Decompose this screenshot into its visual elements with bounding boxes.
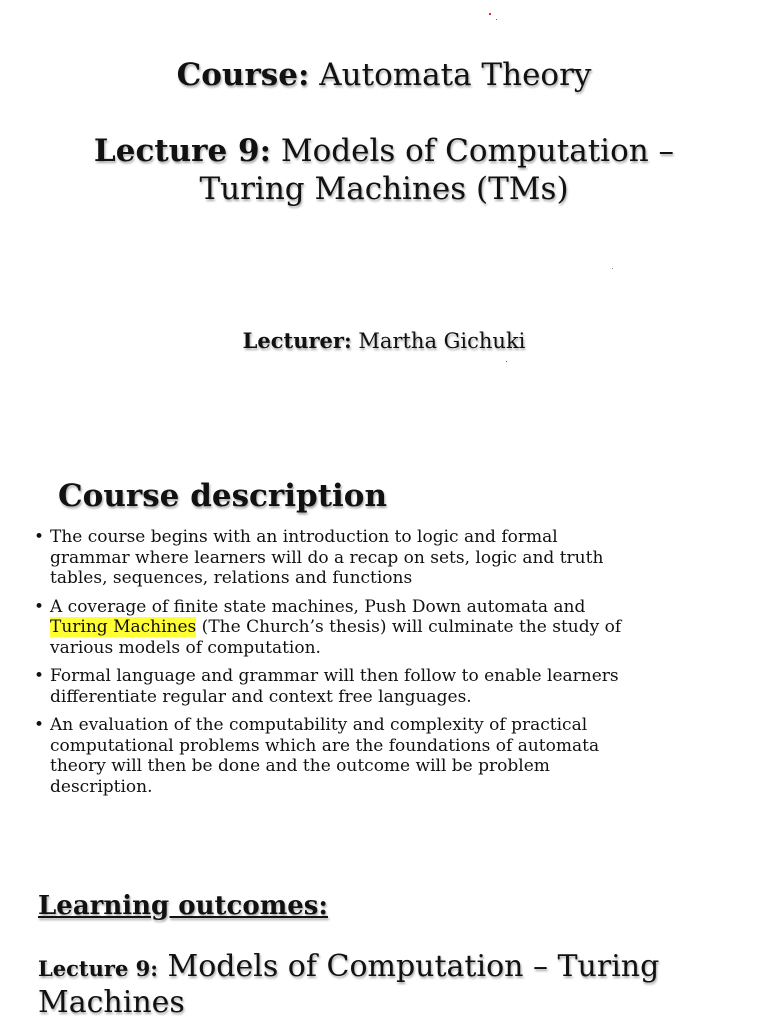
- lecturer-name: Martha Gichuki: [358, 329, 526, 353]
- lo-lecture-label: Lecture 9:: [38, 956, 158, 981]
- scan-mark: [612, 268, 613, 269]
- list-item: [30, 527, 630, 589]
- bullet-text: An evaluation of the computability and complexity of practical computational problems which are the foundations of automata theory will then be done and the outcome will be problem description.: [50, 715, 600, 797]
- learning-outcomes-heading: Learning outcomes:: [38, 891, 328, 921]
- lo-lecture-title: Models of Computation – Turing Machines: [38, 949, 660, 1020]
- course-label: Course:: [176, 57, 310, 93]
- list-item: [30, 666, 630, 707]
- list-item: [30, 715, 630, 797]
- lecture-title-line1: Models of Computation –: [280, 133, 675, 169]
- scan-mark: [506, 361, 507, 362]
- bullet-text-after: (The Church’s thesis) will culminate the study of various models of computation.: [50, 617, 622, 658]
- course-description-heading: Course description: [58, 478, 388, 514]
- lecture-title: [0, 132, 768, 208]
- list-item: [30, 597, 630, 659]
- course-description-list: [30, 527, 630, 805]
- course-title: [0, 56, 768, 94]
- scan-mark: [496, 19, 497, 20]
- lecture-label: Lecture 9:: [93, 133, 272, 169]
- lecture-title-line2: Turing Machines (TMs): [199, 171, 569, 207]
- highlighted-text: Turing Machines: [50, 617, 197, 637]
- scan-mark: [489, 13, 491, 15]
- course-name: Automata Theory: [319, 57, 592, 93]
- bullet-text: Formal language and grammar will then follow to enable learners differentiate regular and context free languages.: [50, 666, 619, 707]
- lecturer-line: [0, 326, 768, 356]
- bullet-text-before: A coverage of finite state machines, Push Down automata and: [50, 596, 586, 617]
- lecturer-label: Lecturer:: [242, 328, 352, 353]
- bullet-text: The course begins with an introduction to logic and formal grammar where learners will do a recap on sets, logic and truth tables, sequences, relations and functions: [50, 527, 604, 588]
- learning-outcomes-lecture: [38, 950, 678, 1020]
